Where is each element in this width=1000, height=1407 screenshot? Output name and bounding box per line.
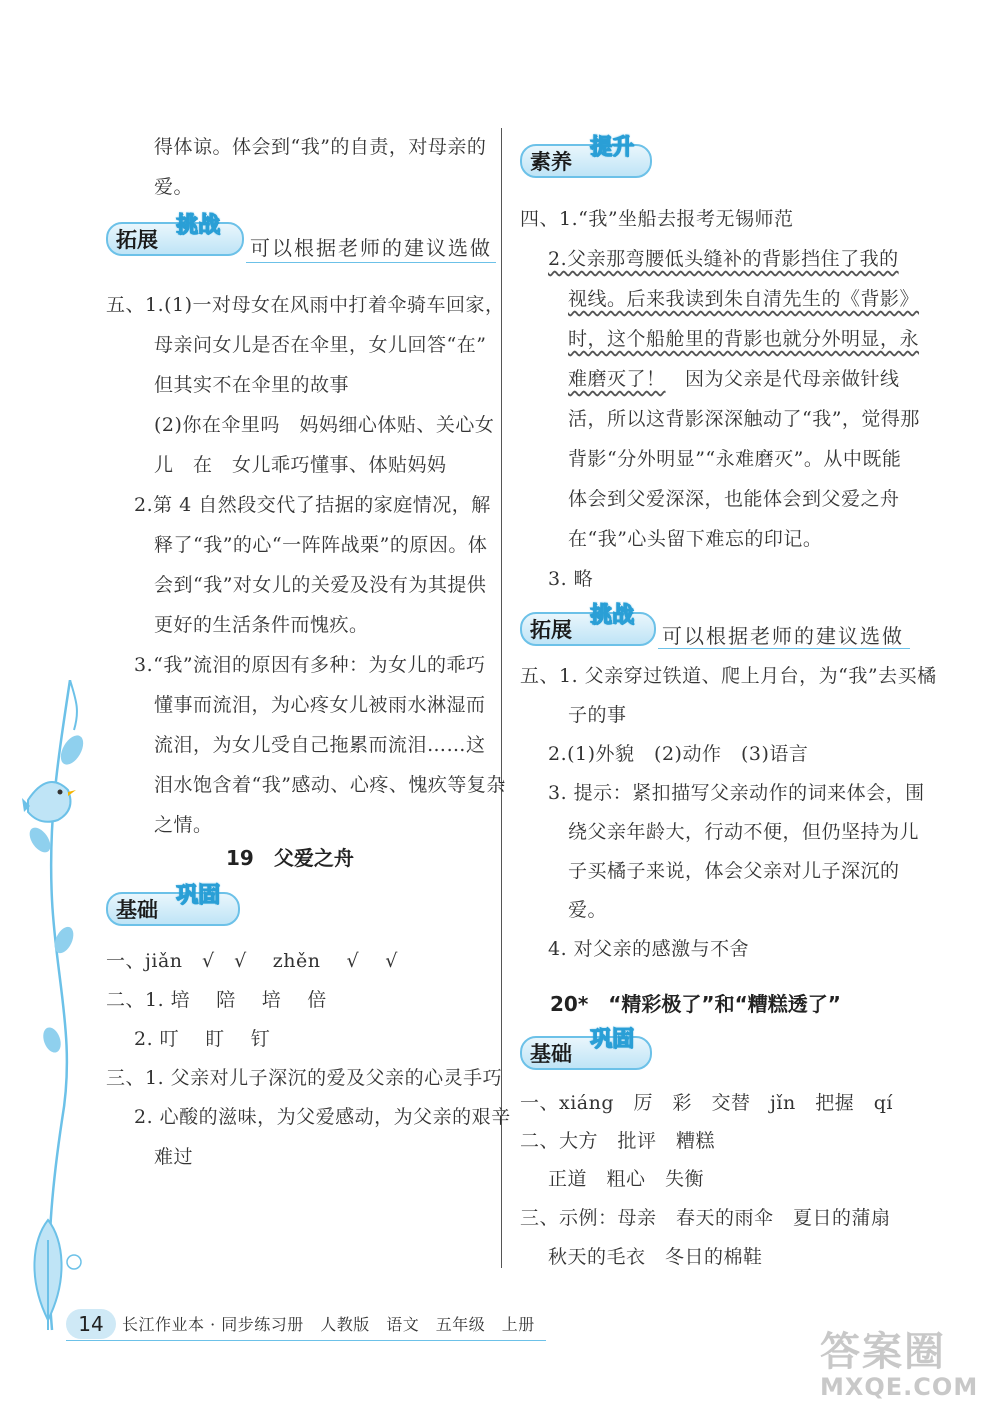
text-line: 3. 略	[548, 568, 594, 590]
text-line: 2. 叮 盯 钉	[134, 1028, 271, 1050]
book-info: 长江作业本 · 同步练习册 人教版 语文 五年级 上册	[122, 1315, 535, 1334]
badge-label-accent: 挑战	[590, 603, 635, 628]
text-fragment: 因为父亲是代母亲做针线	[665, 368, 900, 390]
text-line: 4. 对父亲的感激与不舍	[548, 938, 750, 960]
underlined-answer: 2.父亲那弯腰低头缝补的背影挡住了我的	[548, 248, 899, 270]
badge-label: 基础	[116, 898, 158, 922]
text-line: 子买橘子来说，体会父亲对儿子深沉的	[568, 860, 900, 882]
text-line: 懂事而流泪，为心疼女儿被雨水淋湿而	[154, 694, 486, 716]
text-line: 3.“我”流泪的原因有多种：为女儿的乖巧	[134, 654, 486, 676]
text-line: 释了“我”的心“一阵阵战栗”的原因。体	[154, 534, 488, 556]
text-line: 母亲问女儿是否在伞里，女儿回答“在”	[154, 334, 487, 356]
lesson-title: 19 父爱之舟	[226, 846, 354, 870]
text-line: 背影“分外明显”“永难磨灭”。从中既能	[568, 448, 902, 470]
text-line: 体会到父爱深深，也能体会到父爱之舟	[568, 488, 900, 510]
badge-label-accent: 提升	[590, 135, 635, 160]
text-line: 在“我”心头留下难忘的印记。	[568, 528, 823, 550]
page-number: 14	[66, 1309, 116, 1339]
text-line	[568, 360, 900, 399]
text-line: 之情。	[154, 814, 213, 836]
vine-decoration-icon	[18, 680, 88, 1340]
challenge-tip: 可以根据老师的建议选做	[250, 236, 492, 260]
text-line: 儿 在 女儿乖巧懂事、体贴妈妈	[154, 454, 447, 476]
text-line: 一、jiǎn √ √ zhěn √ √	[106, 950, 398, 972]
text-line: 绕父亲年龄大，行动不便，但仍坚持为儿	[568, 821, 920, 843]
footer-rule	[66, 1340, 546, 1341]
text-line: 秋天的毛衣 冬日的棉鞋	[548, 1246, 763, 1268]
challenge-badge	[106, 212, 246, 260]
text-line: 四、1.“我”坐船去报考无锡师范	[520, 208, 794, 230]
text-line	[568, 280, 919, 319]
text-line: (2)你在伞里吗 妈妈细心体贴、关心女	[154, 414, 495, 436]
text-line: 难过	[154, 1146, 194, 1168]
text-line: 爱。	[154, 176, 194, 198]
basic-badge	[106, 882, 242, 930]
text-line: 更好的生活条件而愧疚。	[154, 614, 369, 636]
challenge-tip: 可以根据老师的建议选做	[662, 624, 904, 648]
text-line: 三、示例：母亲 春天的雨伞 夏日的蒲扇	[520, 1207, 891, 1229]
text-line: 会到“我”对女儿的关爱及没有为其提供	[154, 574, 487, 596]
text-line: 二、大方 批评 糟糕	[520, 1130, 716, 1152]
improve-badge	[520, 134, 654, 182]
sun-icon	[67, 1255, 81, 1269]
text-line: 一、xiáng 厉 彩 交替 jǐn 把握 qí	[520, 1092, 893, 1114]
lesson-title: 20* “精彩极了”和“糟糕透了”	[550, 992, 841, 1016]
badge-label-accent: 巩固	[590, 1027, 635, 1052]
text-line: 三、1. 父亲对儿子深沉的爱及父亲的心灵手巧	[106, 1067, 503, 1089]
badge-label: 拓展	[530, 618, 572, 642]
badge-label-accent: 挑战	[176, 213, 221, 238]
badge-label: 拓展	[116, 228, 158, 252]
text-line: 爱。	[568, 899, 608, 921]
underlined-answer: 时，这个船舱里的背影也就分外明显，永	[568, 328, 920, 350]
text-line	[548, 240, 899, 279]
text-line: 子的事	[568, 704, 627, 726]
text-line: 得体谅。体会到“我”的自责，对母亲的	[154, 136, 487, 158]
watermark-url: MXQE.COM	[820, 1373, 979, 1401]
tip-underline	[246, 262, 496, 263]
text-line: 2.第 4 自然段交代了拮据的家庭情况，解	[134, 494, 491, 516]
challenge-badge	[520, 602, 660, 650]
text-line: 但其实不在伞里的故事	[154, 374, 350, 396]
text-line: 流泪，为女儿受自己拖累而流泪……这	[154, 734, 486, 756]
text-line: 二、1. 培 陪 培 倍	[106, 989, 327, 1011]
text-line: 泪水饱含着“我”感动、心疼、愧疚等复杂	[154, 774, 506, 796]
underlined-answer: 视线。后来我读到朱自清先生的《背影》	[568, 288, 920, 310]
text-line: 正道 粗心 失衡	[548, 1168, 705, 1190]
text-line: 五、1. 父亲穿过铁道、爬上月台，为“我”去买橘	[520, 665, 937, 687]
bird-icon	[22, 782, 76, 822]
text-line: 2. 心酸的滋味，为父爱感动，为父亲的艰辛	[134, 1106, 511, 1128]
underlined-answer: 难磨灭了！	[568, 368, 666, 390]
watermark	[820, 1320, 978, 1401]
tree-icon	[34, 1220, 61, 1330]
badge-label-accent: 巩固	[176, 883, 221, 908]
basic-badge	[520, 1026, 654, 1074]
badge-label: 素养	[530, 150, 572, 174]
text-line	[568, 320, 919, 359]
watermark-logo: 答案圈	[820, 1329, 946, 1375]
badge-label: 基础	[530, 1042, 572, 1066]
tip-underline	[658, 648, 910, 649]
text-line: 五、1.(1)一对母女在风雨中打着伞骑车回家，	[106, 294, 505, 316]
text-line: 3. 提示：紧扣描写父亲动作的词来体会，围	[548, 782, 925, 804]
text-line: 活，所以这背影深深触动了“我”，觉得那	[568, 408, 920, 430]
text-line: 2.(1)外貌 (2)动作 (3)语言	[548, 743, 809, 765]
